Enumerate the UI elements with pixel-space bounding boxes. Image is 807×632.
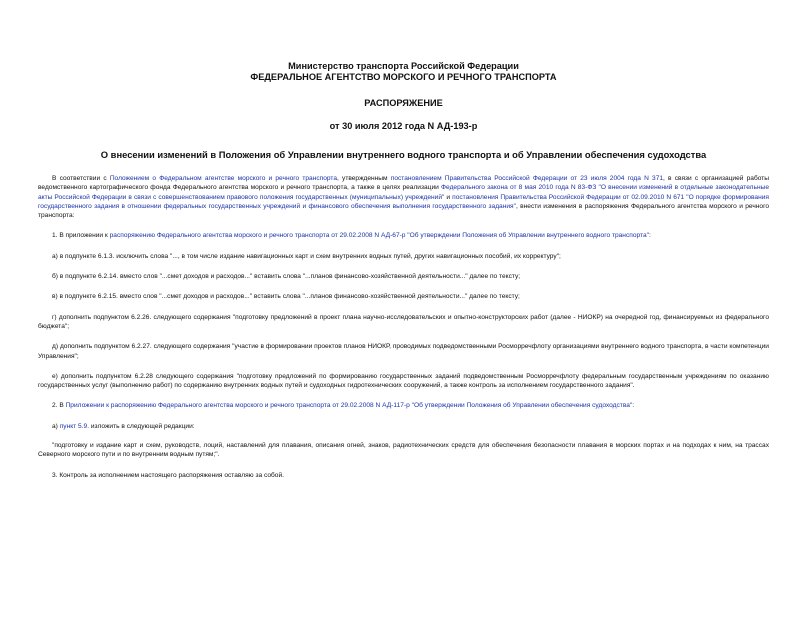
item-2a-text: изложить в следующей редакции: (89, 422, 195, 430)
document-type: РАСПОРЯЖЕНИЕ (364, 98, 443, 108)
link-point-5-9[interactable]: пункт 5.9. (59, 422, 90, 430)
document-subject: О внесении изменений в Положения об Управлении внутреннего водного транспорта и об Управлении обеспечения судоходства (100, 149, 707, 160)
preamble-text: В соответствии с (52, 175, 110, 182)
subitem-d: д) дополнить подпунктом 6.2.27. следующего содержания "участие в формировании проектов планов НИОКР, проводимых подведомственными Росморречфлоту организациями внутреннего водного транспорта, в части компетенции Управления"; (38, 343, 769, 360)
item-1-paragraph (38, 231, 769, 240)
link-government-decree-371[interactable]: постановлением Правительства Российской Федерации от 23 июля 2004 года N 371 (390, 175, 664, 182)
item-2-text: 2. В (52, 402, 66, 410)
link-agency-regulation[interactable]: Положением о Федеральном агентстве морского и речного транспорта (109, 175, 338, 182)
item-1-text: : (648, 232, 651, 240)
item-1-text: 1. В приложении к (52, 232, 110, 240)
subitem-a: а) в подпункте 6.1.3. исключить слова "..., в том числе издание навигационных карт и схем внутренних водных путей, других навигационных пособий, их корректуру"; (52, 252, 561, 260)
item-3-paragraph: 3. Контроль за исполнением настоящего распоряжения оставляю за собой. (52, 471, 284, 479)
link-order-ad-67[interactable]: распоряжению Федерального агентства морского и речного транспорта от 29.02.2008 N АД-67-р "Об утверждении Положения об Управлении внутреннего водного транспорта" (109, 232, 649, 240)
item-2-text: : (632, 402, 635, 410)
subitem-e: е) дополнить подпунктом 6.2.28 следующего содержания "подготовку предложений по формированию государственных заданий подведомственным Росморречфлоту федеральным государственным учреждениям по оказанию государственных услуг (выполнению работ) по содержанию внутренних водных путей и судоходных гидротехнических сооружений, а также контроль за исполнением государственного задания". (38, 372, 769, 390)
item-2a-text: а) (52, 422, 60, 430)
item-2-paragraph (38, 401, 769, 410)
link-government-decree-671[interactable]: постановления Правительства Российской Федерации от 02.09.2010 N 671 "О порядке формирования государственного задания в отношении федеральных государственных учреждений и финансового обеспечения выполнения государственного задания" (38, 193, 769, 210)
document-body (38, 174, 769, 480)
preamble-text: , в связи с организацией работы ведомственного картографического фонда Федерального агентства морского и речного транспорта, а также в целях реализации (38, 175, 770, 192)
link-federal-law-83[interactable]: Федерального закона от 8 мая 2010 года N 83-ФЗ "О внесении изменений в отдельные законодательные акты Российской Федерации в связи с совершенствованием правового положения государственных (муниципальных) учреждений" (38, 184, 769, 201)
preamble-text: , утвержденным (337, 175, 391, 182)
new-wording-quote: "подготовку и издание карт и схем, руководств, лоций, наставлений для плавания, описания огней, знаков, радиотехнических средств для обеспечения безопасности плавания в морских портах и на подходах к ним, на трассах Северного морского пути и по внутренним водным путям;". (38, 442, 769, 459)
preamble-text: и (444, 193, 453, 201)
preamble-text: , внести изменения в распоряжения Федерального агентства морского и речного транспорта: (38, 202, 770, 220)
preamble-paragraph (38, 174, 769, 220)
agency-name: ФЕДЕРАЛЬНОЕ АГЕНТСТВО МОРСКОГО И РЕЧНОГО ТРАНСПОРТА (250, 72, 557, 82)
document-page (0, 61, 807, 632)
subitem-v: в) в подпункте 6.2.15. вместо слов "...смет доходов и расходов..." вставить слова "...планов финансово-хозяйственной деятельности..." далее по тексту; (52, 293, 520, 301)
item-2-subitem-a (38, 422, 769, 431)
link-order-ad-117[interactable]: Приложении к распоряжению Федерального агентства морского и речного транспорта от 29.02.2008 N АД-117-р "Об утверждении Положения об Управлении обеспечения судоходства" (65, 402, 633, 410)
ministry-name: Министерство транспорта Российской Федерации (288, 61, 519, 71)
subitem-g: г) дополнить подпунктом 6.2.26. следующего содержания "подготовку предложений в проект плана научно-исследовательских и опытно-конструкторских работ (далее - НИОКР) на очередной год, финансируемых из федерального бюджета"; (38, 313, 769, 330)
subitem-b: б) в подпункте 6.2.14. вместо слов "...смет доходов и расходов..." вставить слова "...планов финансово-хозяйственной деятельности..." далее по тексту; (52, 273, 521, 281)
document-date-number: от 30 июля 2012 года N АД-193-р (329, 121, 478, 131)
